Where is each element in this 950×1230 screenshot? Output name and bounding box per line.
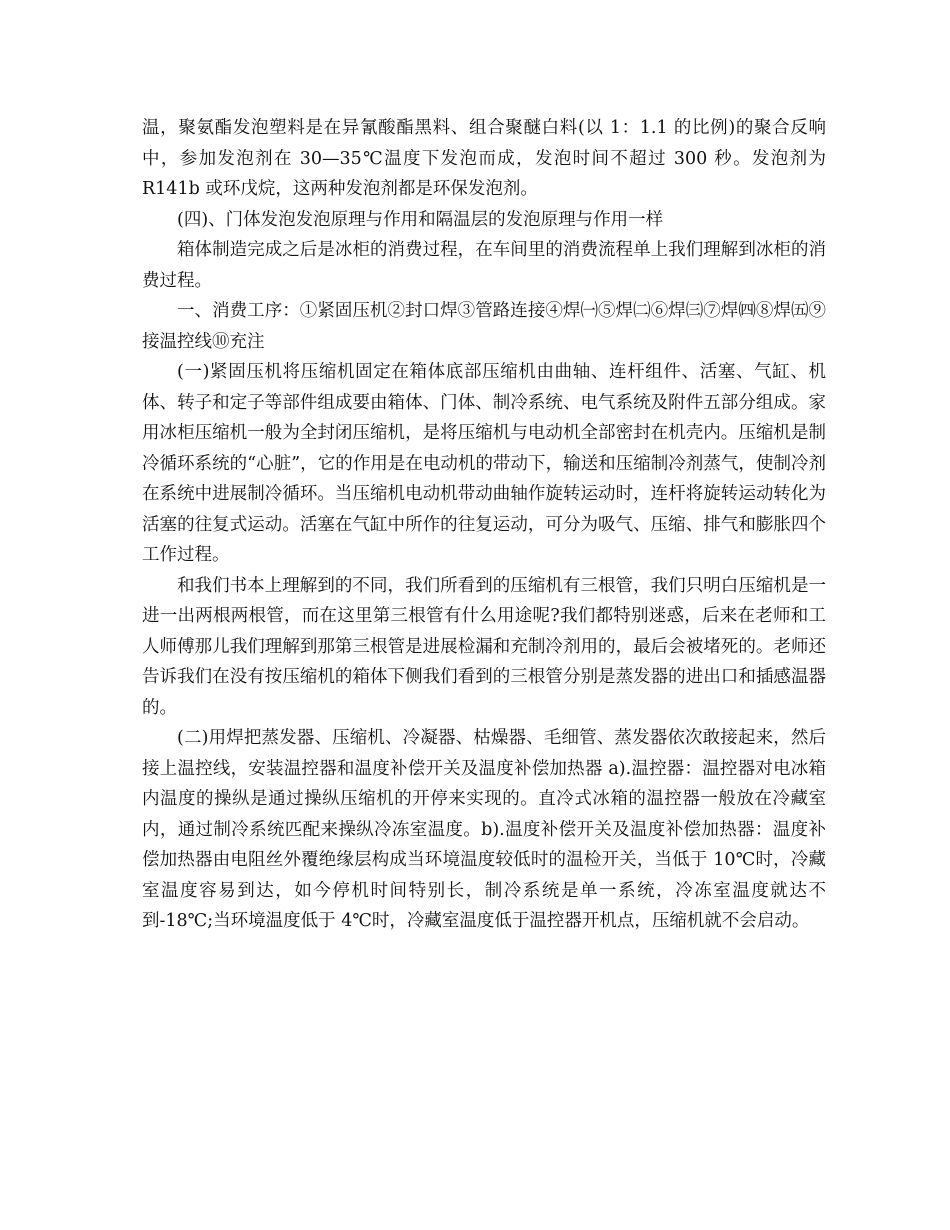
document-body [142, 113, 826, 937]
paragraph-production-intro: 箱体制造完成之后是冰柜的消费过程，在车间里的消费流程单上我们理解到冰柜的消费过程。 [142, 240, 826, 291]
paragraph-welding-thermostat: (二)用焊把蒸发器、压缩机、冷凝器、枯燥器、毛细管、蒸发器依次敢接起来，然后接上温控线，安装温控器和温度补偿开关及温度补偿加热器 a).温控器：温控器对电冰箱内温度的操纵是通过操纵压缩机的开停来实现的。直冷式冰箱的温控器一般放在冷藏室内，通过制冷系统匹配来操纵冷冻室温度。b).温度补偿开关及温度补偿加热器：温度补偿加热器由电阻丝外覆绝缘层构成当环境温度较低时的温检开关，当低于 10℃时，冷藏室温度容易到达，如今停机时间特别长，制冷系统是单一系统，冷冻室温度就达不到-18℃;当环境温度低于 4℃时，冷藏室温度低于温控器开机点，压缩机就不会启动。 [142, 728, 826, 931]
paragraph-compressor-fixing: (一)紧固压机将压缩机固定在箱体底部压缩机由曲轴、连杆组件、活塞、气缸、机体、转子和定子等部件组成要由箱体、门体、制冷系统、电气系统及附件五部分组成。家用冰柜压缩机一般为全封闭压缩机，是将压缩机与电动机全部密封在机壳内。压缩机是制冷循环系统的“心脏”，它的作用是在电动机的带动下，输送和压缩制冷剂蒸气，使制冷剂在系统中进展制冷循环。当压缩机电动机带动曲轴作旋转运动时，连杆将旋转运动转化为活塞的往复式运动。活塞在气缸中所作的往复运动，可分为吸气、压缩、排气和膨胀四个工作过程。 [142, 362, 826, 565]
paragraph-process-steps: 一、消费工序：①紧固压机②封口焊③管路连接④焊㈠⑤焊㈡⑥焊㈢⑦焊㈣⑧焊㈤⑨接温控线⑩充注 [142, 301, 826, 352]
paragraph-continuation: 温，聚氨酯发泡塑料是在异氰酸酯黑料、组合聚醚白料(以 1：1.1 的比例)的聚合反响中，参加发泡剂在 30—35℃温度下发泡而成，发泡时间不超过 300 秒。发泡剂为 R141b 或环戊烷，这两种发泡剂都是环保发泡剂。 [142, 118, 826, 199]
paragraph-section-four: (四)、门体发泡发泡原理与作用和隔温层的发泡原理与作用一样 [177, 209, 664, 230]
paragraph-three-pipes: 和我们书本上理解到的不同，我们所看到的压缩机有三根管，我们只明白压缩机是一进一出两根两根管，而在这里第三根管有什么用途呢?我们都特别迷惑，后来在老师和工人师傅那儿我们理解到那第三根管是进展检漏和充制冷剂用的，最后会被堵死的。老师还告诉我们在没有按压缩机的箱体下侧我们看到的三根管分别是蒸发器的进出口和插感温器的。 [142, 575, 826, 718]
